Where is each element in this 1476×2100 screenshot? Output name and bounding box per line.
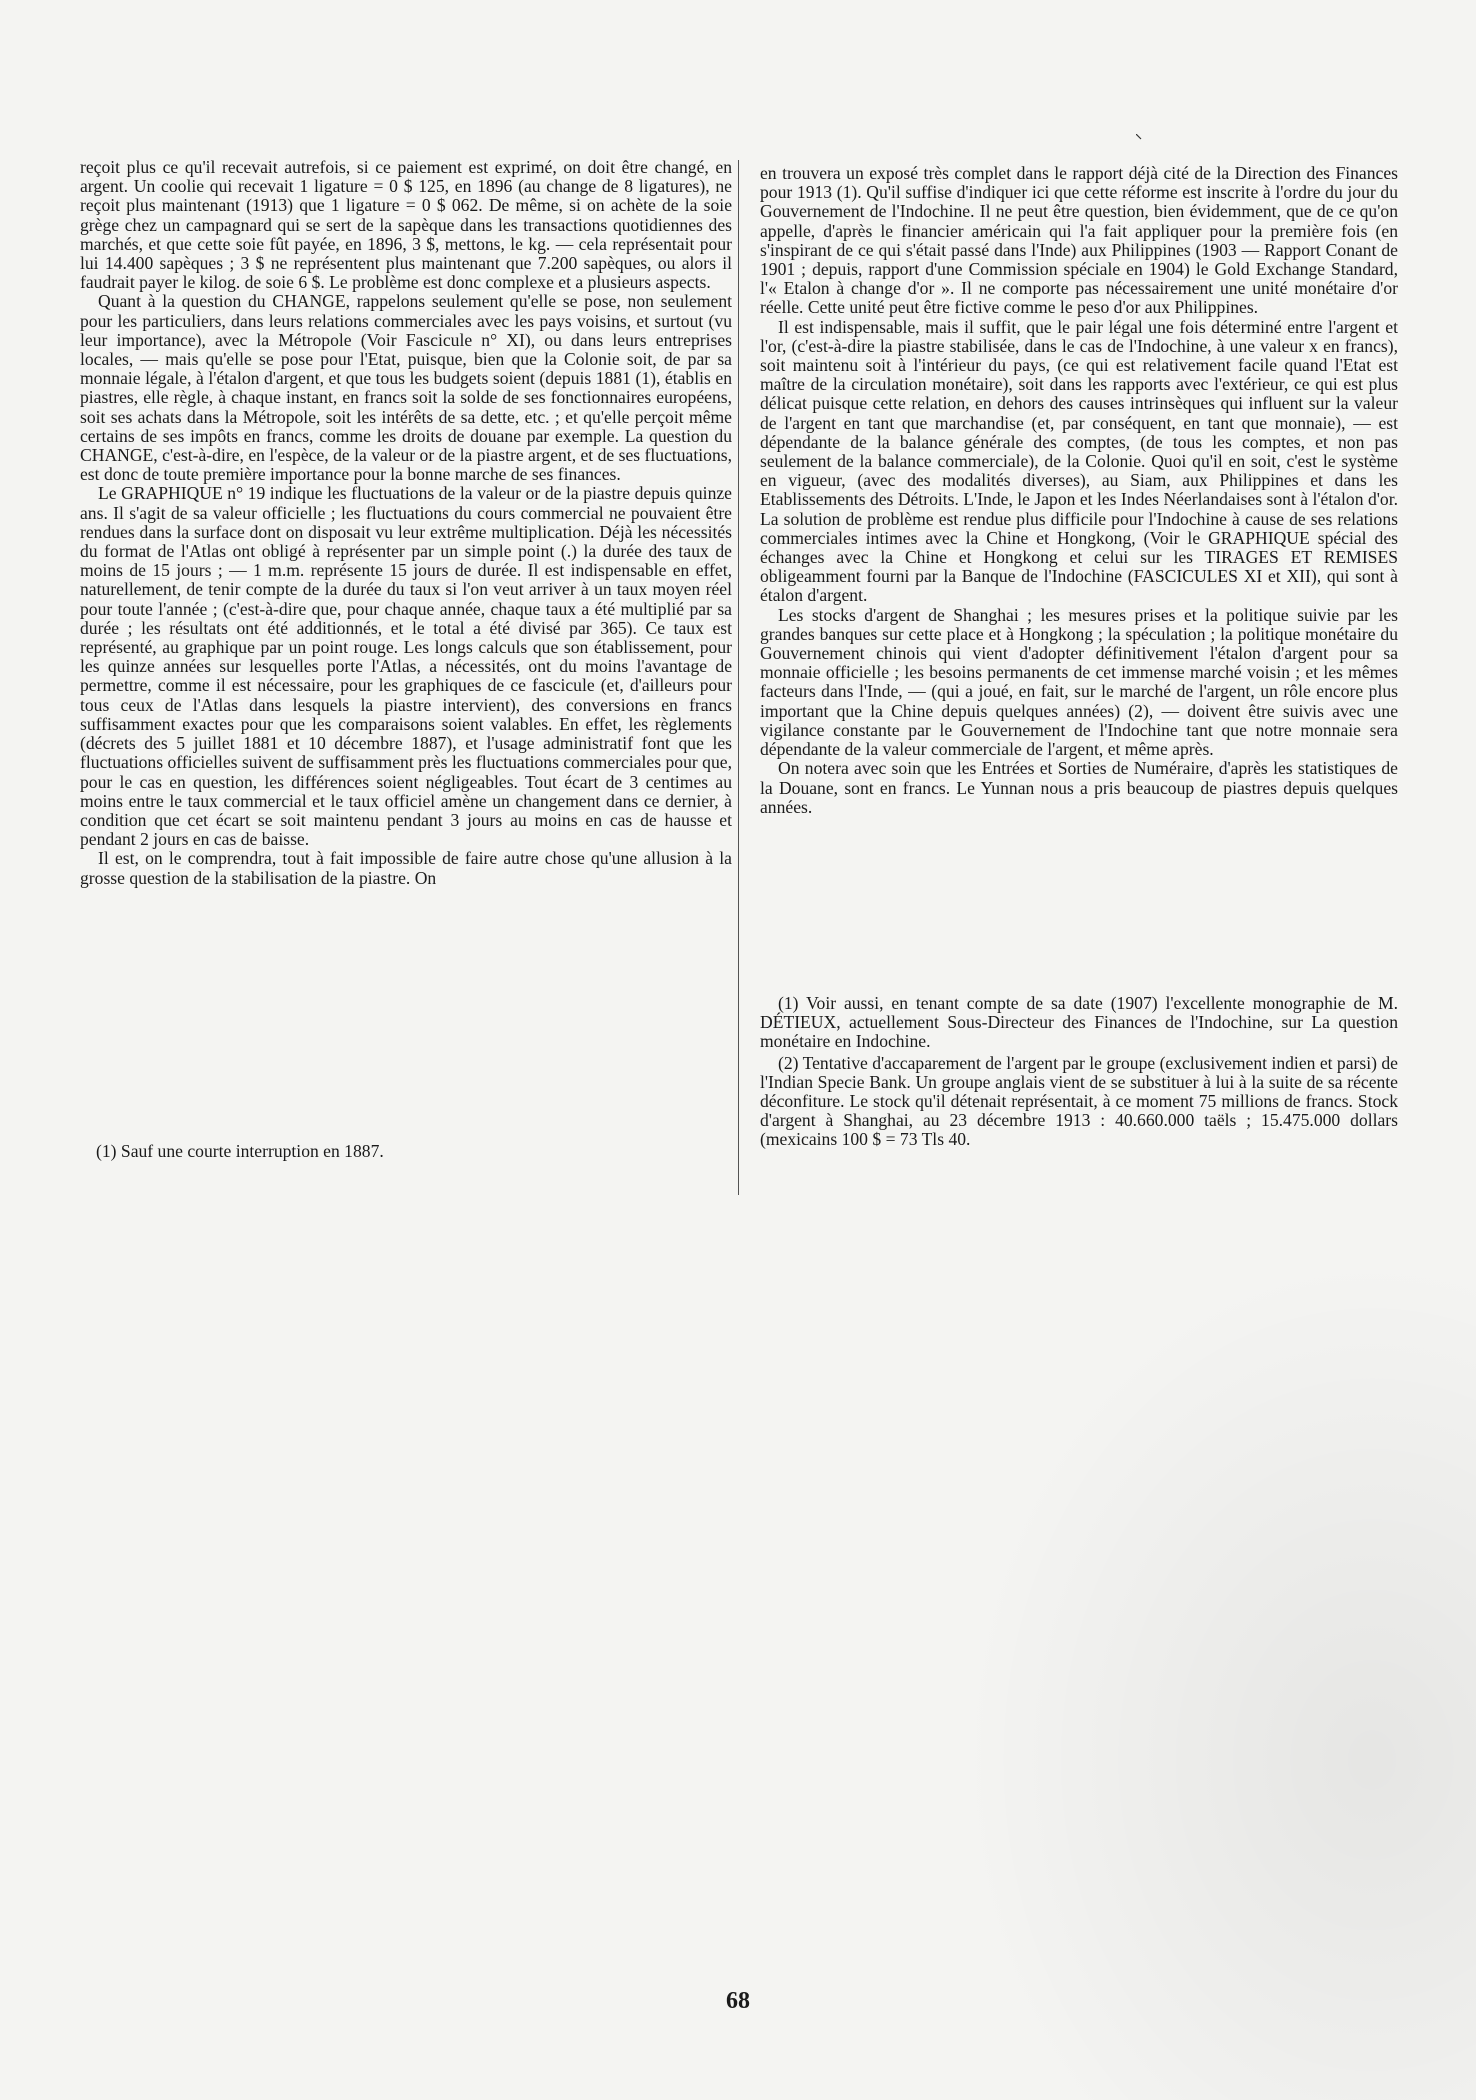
left-footnote: (1) Sauf une courte interruption en 1887. [96, 1141, 384, 1161]
left-paragraph: Le GRAPHIQUE n° 19 indique les fluctuations de la valeur or de la piastre depuis quinze ans. Il s'agit de sa valeur officielle ; les fluctuations du cours commercial ne pouvaient être rendues dans la surface dont on disposait vu leur extrême multiplication. Déjà les nécessités du format de l'Atlas ont obligé à représenter par un simple point (.) la durée des taux de moins de 15 jours ; — 1 m.m. représente 15 jours de durée. Il est indispensable en effet, naturellement, de tenir compte de la durée du taux si l'on veut arriver à un taux moyen réel pour toute l'année ; (c'est-à-dire que, pour chaque année, chaque taux a été multiplié par sa durée ; les résultats ont été additionnés, et le total a été divisé par 365). Ce taux est représenté, au graphique par un point rouge. Les longs calculs que son établissement, pour les quinze années sur lesquelles porte l'Atlas, a nécessités, ont du moins l'avantage de permettre, comme il est nécessaire, pour les graphiques de ce fascicule (et, d'ailleurs pour tous ceux de l'Atlas dans lesquels la piastre intervient), des conversions en francs suffisamment exactes pour que les comparaisons soient valables. En effet, les règlements (décrets des 5 juillet 1881 et 10 décembre 1887), et l'usage administratif font que les fluctuations officielles suivent de suffisamment près les fluctuations commerciales pour que, pour le cas en question, les différences soient négligeables. Tout écart de 3 centimes au moins entre le taux commercial et le taux officiel amène un changement dans ce dernier, à condition que cet écart se soit maintenu pendant 3 jours au moins en cas de hausse et pendant 2 jours en cas de baisse. [80, 483, 732, 850]
right-paragraph: On notera avec soin que les Entrées et Sorties de Numéraire, d'après les statistiques de la Douane, sont en francs. Le Yunnan nous a pris beaucoup de piastres depuis quelques années. [760, 758, 1398, 817]
right-column [760, 164, 1398, 817]
right-paragraph: Il est indispensable, mais il suffit, que le pair légal une fois déterminé entre l'argent et l'or, (c'est-à-dire la piastre stabilisée, dans le cas de l'Indochine, à une valeur x en francs), soit maintenu soit à l'intérieur du pays, (ce qui est relativement facile quand l'Etat est maître de la circulation monétaire), soit dans les rapports avec l'extérieur, ce qui est plus délicat puisque cette relation, en dehors des causes intrinsèques qui influent sur la valeur de l'argent en tant que marchandise (et, par conséquent, en tant que monnaie), — est dépendante de la balance générale des comptes, (de tous les comptes, et non pas seulement de la balance commerciale), de la Colonie. Quoi qu'il en soit, c'est le système en vigueur, (avec des modalités diverses), au Siam, aux Philippines et dans les Etablissements des Détroits. L'Inde, le Japon et les Indes Néerlandaises sont à l'étalon d'or. La solution de problème est rendue plus difficile pour l'Indochine à cause de ses relations commerciales intimes avec la Chine et Hongkong, (Voir le GRAPHIQUE spécial des échanges avec la Chine et Hongkong et celui sur les TIRAGES ET REMISES obligeamment fourni par la Banque de l'Indochine (FASCICULES XI et XII), qui sont à étalon d'argent. [760, 316, 1398, 606]
right-paragraph: Les stocks d'argent de Shanghai ; les mesures prises et la politique suivie par les grandes banques sur cette place et à Hongkong ; la spéculation ; la politique monétaire du Gouvernement chinois qui vient d'adopter définitivement l'étalon d'argent pour sa monnaie officielle ; les besoins permanents de cet immense marché voisin ; et les mêmes facteurs dans l'Inde, — (qui a joué, en fait, sur le marché de l'argent, un rôle encore plus important que la Chine depuis quelques années) (2), — doivent être suivis avec une vigilance constante par le Gouvernement de l'Indochine tant que notre monnaie sera dépendante de la valeur commerciale de l'argent, et même après. [760, 604, 1398, 760]
right-footnote: (1) Voir aussi, en tenant compte de sa date (1907) l'excellente monographie de M. DÉTIEUX, actuellement Sous-Directeur des Finances de l'Indochine, sur La question monétaire en Indochine. [760, 993, 1398, 1052]
page-shading [956, 1250, 1476, 2100]
ink-speck-icon [1136, 134, 1142, 140]
right-paragraph: en trouvera un exposé très complet dans le rapport déjà cité de la Direction des Finances pour 1913 (1). Qu'il suffise d'indiquer ici que cette réforme est inscrite à l'ordre du jour du Gouvernement de l'Indochine. Il ne peut être question, bien évidemment, que de ce qu'on appelle, d'après le financier américain qui l'a fait appliquer pour la première fois (en s'inspirant de ce qui s'était passé dans l'Inde) aux Philippines (1903 — Rapport Conant de 1901 ; depuis, rapport d'une Commission spéciale en 1904) le Gold Exchange Standard, l'« Etalon à change d'or ». Il ne comporte pas nécessairement une unité monétaire d'or réelle. Cette unité peut être fictive comme le peso d'or aux Philippines. [760, 163, 1398, 318]
left-column [80, 158, 732, 888]
page-number: 68 [726, 1988, 750, 2014]
column-divider [738, 160, 739, 1195]
left-paragraph: Quant à la question du CHANGE, rappelons seulement qu'elle se pose, non seulement pour les particuliers, dans leurs relations commerciales avec les pays voisins, et surtout (vu leur importance), avec la Métropole (Voir Fascicule n° XI), ou dans leurs entreprises locales, — mais qu'elle se pose pour l'Etat, puisque, bien que la Colonie soit, de par sa monnaie légale, à l'étalon d'argent, et que tous les budgets soient (depuis 1881 (1), établis en piastres, elle règle, à chaque instant, en francs soit la solde de ses fonctionnaires européens, soit ses achats dans la Métropole, soit les intérêts de sa dette, etc. ; et qu'elle perçoit même certains de ses impôts en francs, comme les droits de douane par exemple. La question du CHANGE, c'est-à-dire, en l'espèce, de la valeur or de la piastre argent, et de ses fluctuations, est donc de toute première importance pour la bonne marche de ses finances. [80, 291, 732, 485]
left-paragraph: Il est, on le comprendra, tout à fait impossible de faire autre chose qu'une allusion à la grosse question de la stabilisation de la piastre. On [80, 848, 732, 888]
left-paragraph: reçoit plus ce qu'il recevait autrefois, si ce paiement est exprimé, on doit être changé, en argent. Un coolie qui recevait 1 ligature = 0 $ 125, en 1896 (au change de 8 ligatures), ne reçoit plus maintenant (1913) que 1 ligature = 0 $ 062. De même, si on achète de la soie grège chez un campagnard qui se sert de la sapèque dans les transactions quotidiennes des marchés, et que cette soie fût payée, en 1896, 3 $, mettons, le kg. — cela représentait pour lui 14.400 sapèques ; 3 $ ne représentent plus maintenant que 7.200 sapèques, ou alors il faudrait payer le kilog. de soie 6 $. Le problème est donc complexe et a plusieurs aspects. [80, 157, 732, 293]
right-footnote: (2) Tentative d'accaparement de l'argent par le groupe (exclusivement indien et parsi) de l'Indian Specie Bank. Un groupe anglais vient de se substituer à lui à la suite de sa récente déconfiture. Le stock qu'il détenait représentait, à ce moment 75 millions de francs. Stock d'argent à Shanghai, au 23 décembre 1913 : 40.660.000 taëls ; 15.475.000 dollars (mexicains 100 $ = 73 Tls 40. [760, 1052, 1398, 1150]
right-footnotes [760, 994, 1398, 1152]
